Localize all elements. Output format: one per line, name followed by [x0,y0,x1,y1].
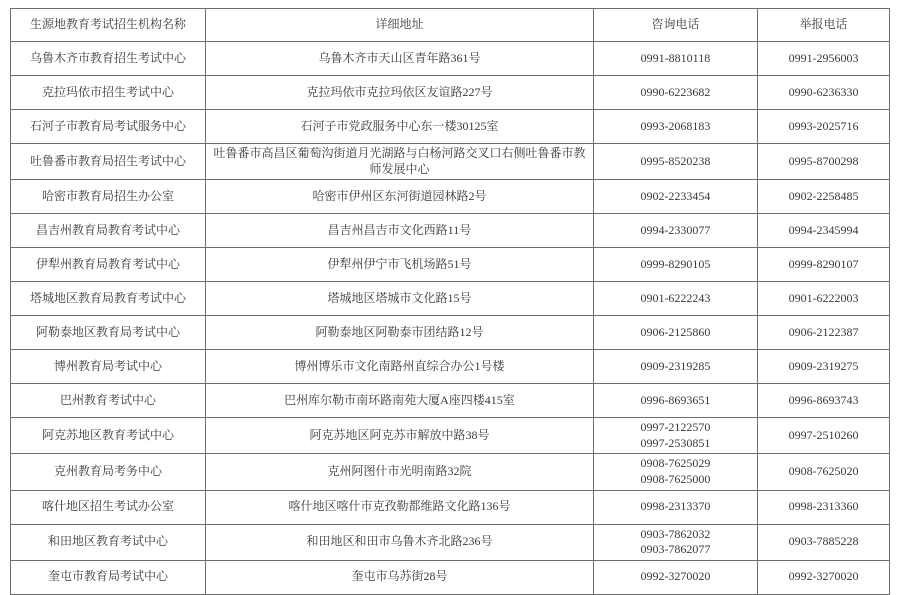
consult-phone-cell [593,490,757,524]
institution-name-cell: 奎屯市教育局考试中心 [11,560,206,594]
table-row [11,384,890,418]
consult-phone-number: 0992-3270020 [640,569,711,584]
report-phone-cell: 0902-2258485 [758,180,890,214]
institution-name-cell: 阿克苏地区教育考试中心 [11,418,206,454]
report-phone-cell: 0997-2510260 [758,418,890,454]
institution-name-cell: 吐鲁番市教育局招生考试中心 [11,144,206,180]
column-header-institution-name: 生源地教育考试招生机构名称 [11,9,206,42]
address-cell: 伊犁州伊宁市飞机场路51号 [206,248,594,282]
consult-phone-number: 0997-2122570 [640,420,711,435]
report-phone-cell: 0995-8700298 [758,144,890,180]
address-cell: 塔城地区塔城市文化路15号 [206,282,594,316]
consult-phone-cell [593,248,757,282]
consult-phone-number: 0991-8810118 [640,50,711,65]
table-row [11,560,890,594]
table-header [11,9,890,42]
consult-phone-cell [593,418,757,454]
consult-phone-cell [593,454,757,490]
institution-name-cell: 巴州教育考试中心 [11,384,206,418]
report-phone-cell: 0991-2956003 [758,42,890,76]
report-phone-cell: 0903-7885228 [758,524,890,560]
report-phone-cell: 0901-6222003 [758,282,890,316]
consult-phone-number: 0999-8290105 [640,256,711,271]
table-row [11,282,890,316]
consult-phone-cell [593,214,757,248]
institution-name-cell: 昌吉州教育局教育考试中心 [11,214,206,248]
address-cell: 石河子市党政服务中心东一楼30125室 [206,110,594,144]
address-cell: 克拉玛依市克拉玛依区友谊路227号 [206,76,594,110]
consult-phone-number: 0994-2330077 [640,222,711,237]
institution-name-cell: 阿勒泰地区教育局考试中心 [11,316,206,350]
consult-phone-number: 0996-8693651 [640,392,711,407]
table-row [11,454,890,490]
report-phone-cell: 0990-6236330 [758,76,890,110]
institution-name-cell: 伊犁州教育局教育考试中心 [11,248,206,282]
report-phone-cell: 0992-3270020 [758,560,890,594]
address-cell: 巴州库尔勒市南环路南苑大厦A座四楼415室 [206,384,594,418]
consult-phone-number: 0997-2530851 [640,435,711,450]
table-row [11,144,890,180]
consult-phone-cell [593,144,757,180]
report-phone-cell: 0993-2025716 [758,110,890,144]
institution-name-cell: 克州教育局考务中心 [11,454,206,490]
table-row [11,524,890,560]
table-row [11,316,890,350]
institution-name-cell: 博州教育局考试中心 [11,350,206,384]
header-row [11,9,890,42]
consult-phone-number: 0993-2068183 [640,118,711,133]
institution-name-cell: 乌鲁木齐市教育招生考试中心 [11,42,206,76]
report-phone-cell: 0908-7625020 [758,454,890,490]
table-row [11,76,890,110]
address-cell: 乌鲁木齐市天山区青年路361号 [206,42,594,76]
address-cell: 奎屯市乌苏街28号 [206,560,594,594]
consult-phone-cell [593,180,757,214]
column-header-address: 详细地址 [206,9,594,42]
institution-name-cell: 和田地区教育考试中心 [11,524,206,560]
consult-phone-number: 0906-2125860 [640,324,711,339]
table-row [11,214,890,248]
consult-phone-cell [593,524,757,560]
consult-phone-cell [593,316,757,350]
institutions-table [10,8,890,595]
consult-phone-cell [593,76,757,110]
consult-phone-cell [593,560,757,594]
institutions-table-container [10,8,890,595]
consult-phone-number: 0902-2233454 [640,188,711,203]
table-row [11,350,890,384]
institution-name-cell: 克拉玛依市招生考试中心 [11,76,206,110]
address-cell: 克州阿图什市光明南路32院 [206,454,594,490]
consult-phone-number: 0908-7625029 [640,456,711,471]
consult-phone-cell [593,110,757,144]
table-row [11,42,890,76]
table-row [11,110,890,144]
table-row [11,180,890,214]
report-phone-cell: 0998-2313360 [758,490,890,524]
institution-name-cell: 塔城地区教育局教育考试中心 [11,282,206,316]
consult-phone-number: 0903-7862077 [640,542,711,557]
consult-phone-cell [593,42,757,76]
report-phone-cell: 0996-8693743 [758,384,890,418]
report-phone-cell: 0909-2319275 [758,350,890,384]
address-cell: 和田地区和田市乌鲁木齐北路236号 [206,524,594,560]
table-row [11,490,890,524]
consult-phone-cell [593,384,757,418]
address-cell: 博州博乐市文化南路州直综合办公1号楼 [206,350,594,384]
consult-phone-number: 0998-2313370 [640,499,711,514]
consult-phone-cell [593,282,757,316]
address-cell: 哈密市伊州区东河街道园林路2号 [206,180,594,214]
table-body [11,42,890,595]
column-header-consult-phone: 咨询电话 [593,9,757,42]
report-phone-cell: 0906-2122387 [758,316,890,350]
address-cell: 阿克苏地区阿克苏市解放中路38号 [206,418,594,454]
institution-name-cell: 哈密市教育局招生办公室 [11,180,206,214]
table-row [11,248,890,282]
institution-name-cell: 石河子市教育局考试服务中心 [11,110,206,144]
consult-phone-cell [593,350,757,384]
consult-phone-number: 0908-7625000 [640,471,711,486]
address-cell: 喀什地区喀什市克孜勒都维路文化路136号 [206,490,594,524]
address-cell: 吐鲁番市高昌区葡萄沟街道月光湖路与白杨河路交叉口右侧吐鲁番市教师发展中心 [206,144,594,180]
consult-phone-number: 0909-2319285 [640,358,711,373]
institution-name-cell: 喀什地区招生考试办公室 [11,490,206,524]
consult-phone-number: 0903-7862032 [640,526,711,541]
column-header-report-phone: 举报电话 [758,9,890,42]
address-cell: 阿勒泰地区阿勒泰市团结路12号 [206,316,594,350]
report-phone-cell: 0999-8290107 [758,248,890,282]
report-phone-cell: 0994-2345994 [758,214,890,248]
consult-phone-number: 0995-8520238 [640,153,711,168]
consult-phone-number: 0990-6223682 [640,84,711,99]
table-row [11,418,890,454]
consult-phone-number: 0901-6222243 [640,290,711,305]
address-cell: 昌吉州昌吉市文化西路11号 [206,214,594,248]
